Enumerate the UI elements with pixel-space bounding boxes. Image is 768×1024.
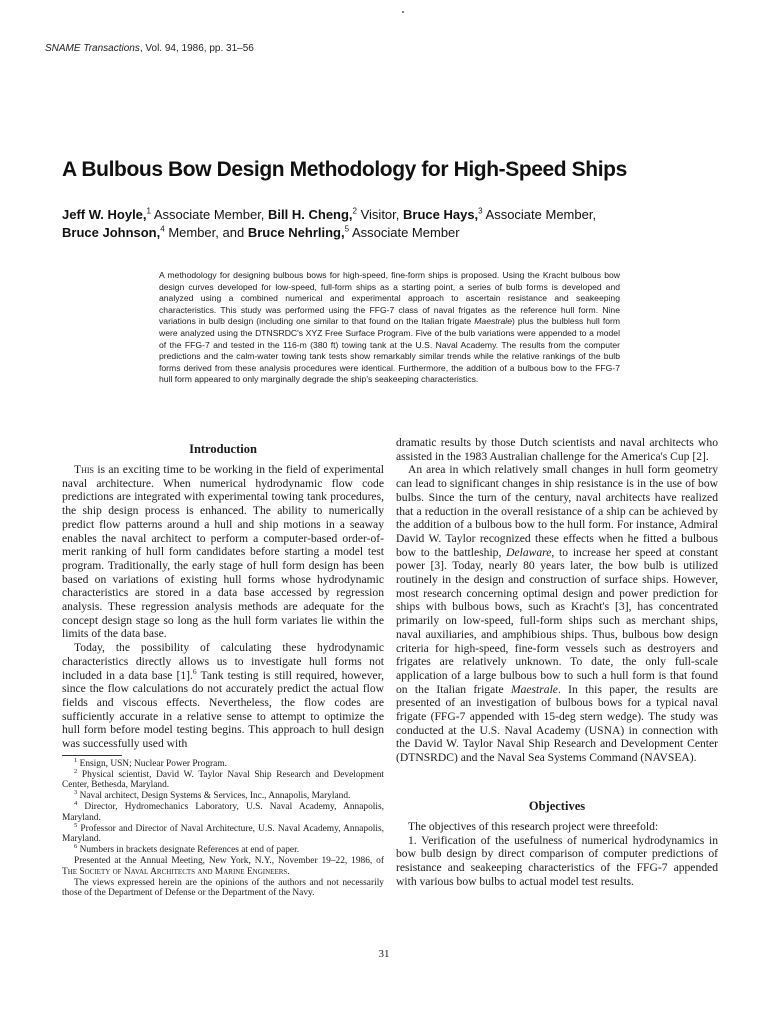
author-footnote-mark: 3 xyxy=(478,206,483,216)
author-list xyxy=(62,206,702,242)
footnote-text: Numbers in brackets designate References at end of paper. xyxy=(77,845,300,856)
author-role: Associate Member, xyxy=(482,207,597,222)
author-name: Bruce Johnson, xyxy=(62,225,161,240)
left-column xyxy=(62,442,384,899)
footnote-text: Ensign, USN; Nuclear Power Program. xyxy=(77,758,227,769)
footnote-number: 5 xyxy=(74,821,78,829)
right-column xyxy=(396,436,718,888)
footnote-number: 6 xyxy=(74,843,78,851)
intro-paragraph-4 xyxy=(396,463,718,764)
author-name: Bill H. Cheng, xyxy=(268,207,353,222)
footnote xyxy=(62,845,384,856)
author-name: Jeff W. Hoyle, xyxy=(62,207,147,222)
footnote-text: Physical scientist, David W. Taylor Naval Ship Research and Development Center, Bethesda, Maryland. xyxy=(62,769,384,791)
author-footnote-mark: 2 xyxy=(352,206,357,216)
abstract-text: ) plus the bulbless hull form were analyzed using the DTNSRDC's XYZ Free Surface Program. Five of the bulb variations were appended to a model of the FFG-7 and tested in the 116-m (380 ft) towing tank at the U.S. Naval Academy. The results from the computer predictions and the calm-water towing tank tests show remarkably similar trends while the relative rankings of the bulb forms derived from these analysis procedures were identical. Furthermore, the addition of a bulbous bow to the FFG-7 hull form appeared to only marginally degrade the ship's seakeeping characteristics. xyxy=(159,316,621,385)
footnote-rule xyxy=(62,755,122,756)
presentation-note xyxy=(62,856,384,878)
page-number: 31 xyxy=(378,948,390,960)
author-name: Bruce Hays, xyxy=(403,207,479,222)
footnote-ref: 6 xyxy=(192,666,197,676)
abstract xyxy=(159,270,620,386)
presentation-text: . xyxy=(287,866,290,877)
presentation-text: Presented at the Annual Meeting, New York, N.Y., November 19–22, 1986, of xyxy=(74,855,384,866)
author-role: Associate Member xyxy=(349,225,460,240)
abstract-ship-name: Maestrale xyxy=(474,316,512,327)
objectives-paragraph-1: The objectives of this research project were threefold: xyxy=(408,819,659,833)
intro-paragraph-3: dramatic results by those Dutch scientists and naval architects who assisted in the 1983 Australian challenge for the America's Cup [2]. xyxy=(396,436,718,463)
author-role: Member, and xyxy=(164,225,248,240)
author-footnote-mark: 1 xyxy=(146,206,151,216)
paper-title: A Bulbous Bow Design Methodology for High-Speed Ships xyxy=(62,158,627,181)
objectives-paragraph-2: 1. Verification of the usefulness of numerical hydrodynamics in bow bulb design by direct comparison of computer predictions of resistance and seakeeping characteristics of the FFG-7 appended with various bow bulbs to actual model test results. xyxy=(396,833,718,888)
author-footnote-mark: 4 xyxy=(160,224,165,234)
footnote-text: Director, Hydromechanics Laboratory, U.S. Naval Academy, Annapolis, Maryland. xyxy=(62,801,384,823)
footnote xyxy=(62,767,384,792)
society-name: The Society of Naval Architects and Marine Engineers xyxy=(62,866,288,877)
ship-name: Delaware xyxy=(506,545,552,559)
journal-volume-pages: , Vol. 94, 1986, pp. 31–56 xyxy=(139,43,254,54)
author-role: Associate Member, xyxy=(150,207,269,222)
journal-name: SNAME Transactions xyxy=(45,43,140,54)
author-name: Bruce Nehrling, xyxy=(247,225,345,240)
footnote-text: Naval architect, Design Systems & Services, Inc., Annapolis, Maryland. xyxy=(77,791,351,802)
footnote-number: 1 xyxy=(74,756,78,764)
author-role: Visitor, xyxy=(357,207,404,222)
footnote xyxy=(62,756,384,770)
paragraph-text: Tank testing is still required, however, since the flow calculations do not accurately predict the actual flow fields and viscous effects. Nevertheless, the flow codes are sufficiently accurate in a relative sense to attempt to optimize the hull form before model testing begins. This approach to hull design was successfully used with xyxy=(62,668,384,751)
disclaimer-note: The views expressed herein are the opinions of the authors and not necessarily those of the Department of Defense or the Department of the Navy. xyxy=(62,877,384,899)
footnote-text: Professor and Director of Naval Architecture, U.S. Naval Academy, Annapolis, Maryland. xyxy=(62,823,384,845)
footnote-number: 3 xyxy=(74,789,78,797)
paragraph-text: , to increase her speed at constant power [3]. Today, nearly 80 years later, the bow bulb is utilized routinely in the design and construction of surface ships. However, most research concerning optimal design and power prediction for ships with bulbous bows, such as Kracht's [3], has concentrated primarily on low-speed, full-form ships such as merchant ships, naval auxiliaries, and amphibious ships. Thus, bulbous bow design criteria for high-speed, fine-form vessels such as destroyers and frigates are relatively unknown. To date, the only full-scale application of a large bulbous bow to such a hull form is that found on the Italian frigate xyxy=(396,545,718,696)
paragraph-text: An area in which relatively small changes in hull form geometry can lead to significant changes in ship resistance is in the use of bow bulbs. Since the turn of the century, naval architects have realized that a reduction in the overall resistance of a ship can be achieved by the addition of a bulbous bow to the hull form. For instance, Admiral David W. Taylor recognized these effects when he fitted a bulbous bow to the battleship, xyxy=(396,463,718,559)
paragraph-text: is an exciting time to be working in the field of experimental naval architecture. When numerical hydrodynamic flow code predictions are integrated with experimental towing tank procedures, the ship design process is enhanced. The ability to numerically predict flow patterns around a hull and ship motions in a seaway enables the naval architect to perform a computer-based order-of-merit ranking of hull form candidates before starting a model test program. Traditionally, the early stage of hull form design has been based on variations of existing hull forms whose hydrodynamic characteristics are stored in a data base accessed by regression analysis. These regression analysis methods are adequate for the concept design stage so long as the hull form variates lie within the limits of the data base. xyxy=(62,463,384,641)
abstract-text: A methodology for designing bulbous bows for high-speed, fine-form ships is proposed. Using the Kracht bulbous bow design curves developed for low-speed, full-form ships as a starting point, a series of bulb forms is developed and analyzed using a combined numerical and experimental approach to ascertain resistance and seakeeping characteristics. This study was performed using the FFG-7 class of naval frigates as the reference hull form. Nine variations in bulb design (including one similar to that found on the Italian frigate xyxy=(159,270,620,327)
intro-paragraph-2 xyxy=(62,641,384,751)
drop-lead: This xyxy=(74,463,94,476)
paragraph-text: Today, the possibility of calculating these hydrodynamic characteristics directly allows us to investigate hull forms not included in a data base [1]. xyxy=(62,641,384,682)
introduction-heading: Introduction xyxy=(189,442,257,456)
scan-speck xyxy=(402,11,404,13)
paragraph-text: . In this paper, the results are presented of an investigation of bulbous bows for a typical naval frigate (FFG-7 appended with 15-deg stern wedge). The study was conducted at the U.S. Naval Academy (USNA) in connection with the David W. Taylor Naval Ship Research and Development Center (DTNSRDC) and the Naval Sea Systems Command (NAVSEA). xyxy=(396,682,718,765)
journal-citation xyxy=(45,43,254,54)
footnote xyxy=(62,799,384,824)
ship-name: Maestrale xyxy=(510,682,558,696)
footnote-number: 2 xyxy=(74,767,78,775)
author-footnote-mark: 5 xyxy=(344,224,350,234)
objectives-heading: Objectives xyxy=(528,798,586,813)
footnote-number: 4 xyxy=(74,799,78,807)
intro-paragraph-1 xyxy=(62,463,384,641)
footnote xyxy=(62,791,384,802)
footnote xyxy=(62,821,384,846)
